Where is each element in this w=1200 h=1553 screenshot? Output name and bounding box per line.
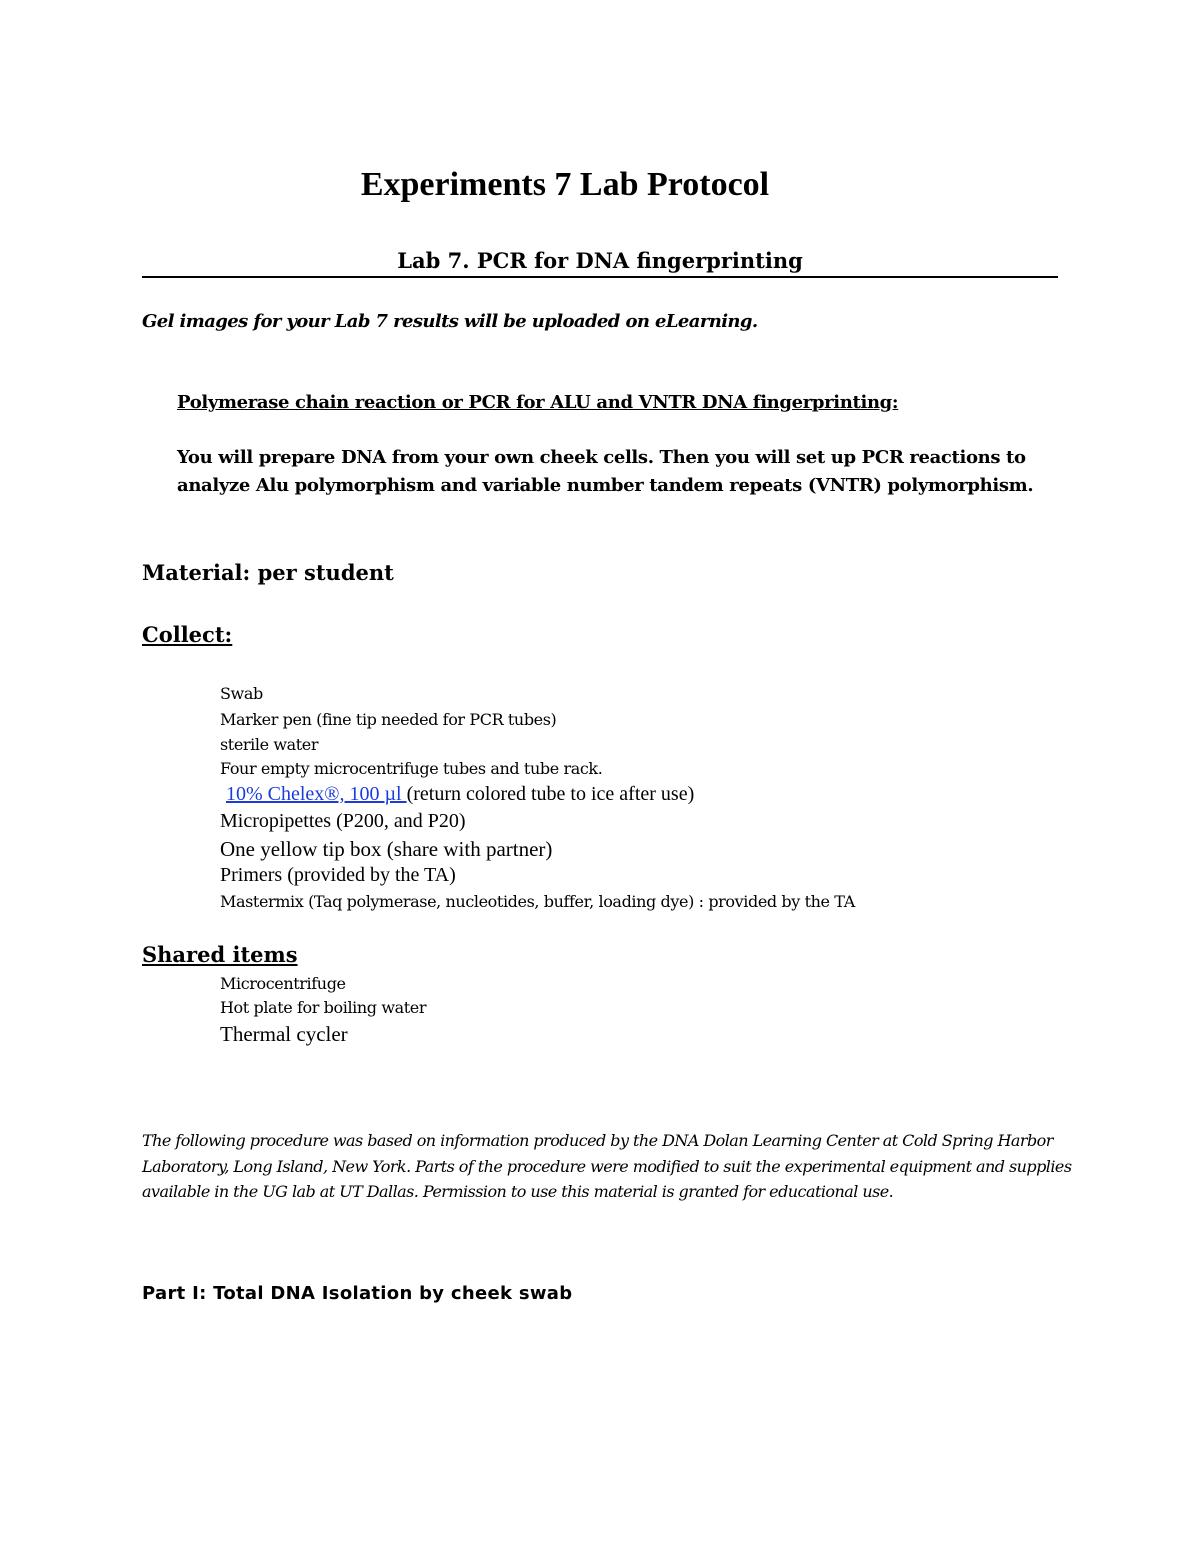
chelex-note: (return colored tube to ice after use) bbox=[406, 783, 695, 805]
collect-item-tip-box: One yellow tip box (share with partner) bbox=[220, 837, 553, 861]
pcr-description: You will prepare DNA from your own cheek cells. Then you will set up PCR reactions to analyze Alu polymorphism and variable number tandem repeats (VNTR) polymorphism. bbox=[177, 447, 1034, 496]
collect-item-micropipettes: Micropipettes (P200, and P20) bbox=[220, 810, 466, 832]
procedure-credit: The following procedure was based on information produced by the DNA Dolan Learning Center at Cold Spring Harbor Laboratory, Long Island, New York. Parts of the procedure were modified to suit the experimental equipment and supplies available in the UG lab at UT Dallas. Permission to use this material is granted for educational use. bbox=[142, 1131, 1072, 1201]
chelex-link[interactable]: 10% Chelex®, 100 µl bbox=[226, 783, 407, 805]
shared-items-heading: Shared items bbox=[142, 942, 298, 967]
collect-item-sterile-water: sterile water bbox=[220, 735, 319, 754]
pcr-section-heading: Polymerase chain reaction or PCR for ALU and VNTR DNA fingerprinting: bbox=[177, 392, 899, 413]
collect-item-marker-pen: Marker pen (fine tip needed for PCR tubes) bbox=[220, 710, 557, 729]
document-title: Experiments 7 Lab Protocol bbox=[360, 166, 770, 203]
shared-item-hot-plate: Hot plate for boiling water bbox=[220, 998, 427, 1017]
lab-subtitle: Lab 7. PCR for DNA fingerprinting bbox=[397, 248, 803, 273]
part1-heading: Part I: Total DNA Isolation by cheek swab bbox=[142, 1283, 573, 1304]
collect-item-tubes: Four empty microcentrifuge tubes and tube rack. bbox=[220, 759, 603, 778]
material-heading: Material: per student bbox=[142, 560, 394, 585]
collect-item-primers: Primers (provided by the TA) bbox=[220, 864, 456, 886]
collect-item-swab: Swab bbox=[220, 684, 263, 703]
collect-item-chelex bbox=[221, 783, 694, 806]
collect-item-mastermix: Mastermix (Taq polymerase, nucleotides, buffer, loading dye) : provided by the TA bbox=[220, 892, 855, 911]
collect-heading: Collect: bbox=[142, 622, 233, 647]
title-divider bbox=[142, 276, 1058, 278]
gel-images-note: Gel images for your Lab 7 results will be uploaded on eLearning. bbox=[142, 311, 758, 332]
shared-item-microcentrifuge: Microcentrifuge bbox=[220, 974, 346, 993]
shared-item-thermal-cycler: Thermal cycler bbox=[220, 1022, 348, 1046]
